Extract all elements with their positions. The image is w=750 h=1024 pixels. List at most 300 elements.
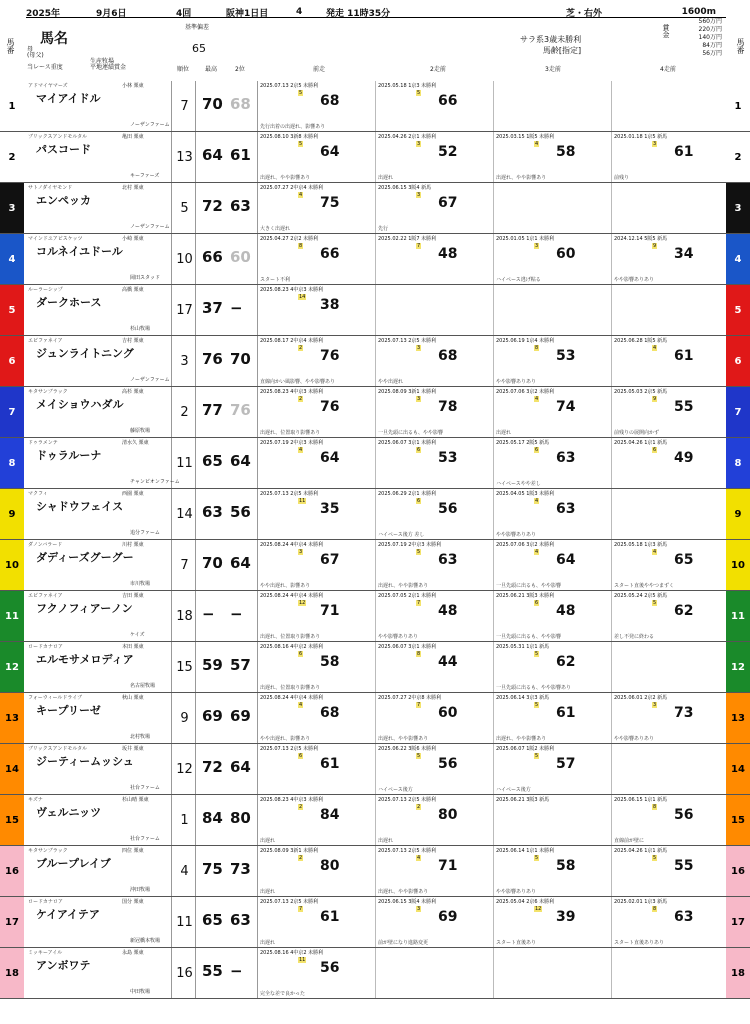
max-figure: − bbox=[202, 605, 215, 623]
past-figure: 58 bbox=[320, 654, 340, 670]
second-figure: 63 bbox=[230, 197, 251, 215]
horse-row bbox=[0, 897, 750, 948]
finish-position: 5 bbox=[535, 651, 539, 657]
past-figure: 55 bbox=[674, 399, 694, 415]
past-race-3 bbox=[494, 795, 612, 845]
past-figure: 62 bbox=[556, 654, 576, 670]
past-race-3 bbox=[494, 948, 612, 998]
horse-name[interactable]: ダークホース bbox=[36, 296, 102, 309]
second-head: 2位 bbox=[235, 66, 245, 73]
breeder: ノーザンファーム bbox=[130, 377, 170, 383]
second-figure: − bbox=[230, 605, 243, 623]
past-date: 2025.07.13 2京5 未勝利 bbox=[260, 491, 319, 497]
sire: マクフィ bbox=[28, 491, 48, 497]
finish-position: 12 bbox=[299, 600, 306, 606]
horse-name[interactable]: ダディーズグーグー bbox=[36, 551, 134, 564]
horse-row bbox=[0, 693, 750, 744]
past-race-1 bbox=[258, 285, 376, 335]
horse-name[interactable]: エンペッカ bbox=[36, 194, 91, 207]
horse-name[interactable]: ジュンライトニング bbox=[36, 347, 134, 360]
past-date: 2025.06.07 3京1 未勝利 bbox=[378, 440, 437, 446]
finish-position: 11 bbox=[299, 957, 306, 963]
past-race-2 bbox=[376, 897, 494, 947]
horse-info bbox=[26, 132, 172, 182]
speed-cell bbox=[198, 489, 258, 539]
trainer: 高橋 栗東 bbox=[122, 287, 144, 293]
past-date: 2025.07.13 2京5 未勝利 bbox=[260, 899, 319, 905]
second-figure: 64 bbox=[230, 554, 251, 572]
past-date: 2025.07.13 2京5 未勝利 bbox=[378, 797, 437, 803]
past-note: 出遅れ、やや影響あり bbox=[496, 736, 547, 742]
speed-cell bbox=[198, 693, 258, 743]
speed-cell bbox=[198, 897, 258, 947]
horse-row bbox=[0, 234, 750, 285]
past-note: スタート直後ありあり bbox=[614, 940, 665, 946]
finish-position: 8 bbox=[299, 243, 303, 249]
past-race-1 bbox=[258, 336, 376, 386]
finish-position: 5 bbox=[299, 90, 303, 96]
past-race-2 bbox=[376, 693, 494, 743]
gate-number-right: 9 bbox=[726, 489, 750, 539]
breeder: ケイズ bbox=[130, 632, 145, 638]
horse-name[interactable]: エルモサメロディア bbox=[36, 653, 134, 666]
past-date: 2025.08.09 3新1 未勝利 bbox=[378, 389, 437, 395]
gate-number-left: 15 bbox=[0, 795, 24, 845]
speed-cell bbox=[198, 387, 258, 437]
horse-name[interactable]: ヴェルニッツ bbox=[36, 806, 102, 819]
sire: ブリックスアンドモルタル bbox=[28, 134, 88, 140]
max-figure: 77 bbox=[202, 401, 223, 419]
past-race-3 bbox=[494, 897, 612, 947]
race-cond: サラ系3歳未勝利 bbox=[520, 35, 582, 44]
past-figure: 61 bbox=[556, 705, 576, 721]
gate-number-right: 15 bbox=[726, 795, 750, 845]
gate-number-right: 1 bbox=[726, 81, 750, 131]
past-figure: 63 bbox=[556, 501, 576, 517]
past-race-2 bbox=[376, 285, 494, 335]
past-race-4 bbox=[612, 897, 730, 947]
race-header bbox=[26, 7, 726, 18]
past-date: 2025.03.15 1阪5 未勝利 bbox=[496, 134, 555, 140]
course: 芝・右外 bbox=[566, 8, 603, 19]
past-note: 出遅れ bbox=[378, 838, 394, 844]
breeder: 名古屋牧場 bbox=[130, 683, 156, 689]
sire: キタサンブラック bbox=[28, 848, 68, 854]
rank-order: 3 bbox=[174, 336, 196, 386]
past-figure: 63 bbox=[674, 909, 694, 925]
past-note: 出遅れ bbox=[260, 889, 276, 895]
past-figure: 60 bbox=[556, 246, 576, 262]
second-figure: 57 bbox=[230, 656, 251, 674]
horse-name[interactable]: パスコード bbox=[36, 143, 91, 156]
horse-info bbox=[26, 591, 172, 641]
breeder: 北村牧場 bbox=[130, 734, 151, 740]
finish-position: 3 bbox=[417, 906, 421, 912]
trainer: 秋山 栗東 bbox=[122, 695, 144, 701]
finish-position: 4 bbox=[417, 855, 421, 861]
past-race-3 bbox=[494, 642, 612, 692]
past-figure: 56 bbox=[674, 807, 694, 823]
finish-position: 6 bbox=[299, 753, 303, 759]
past-note: 前残りの展開向かず bbox=[614, 430, 660, 436]
horse-info bbox=[26, 540, 172, 590]
horse-info bbox=[26, 693, 172, 743]
past-note: やや影響ありあり bbox=[496, 889, 537, 895]
horse-name[interactable]: ジーティームッシュ bbox=[36, 755, 134, 768]
finish-position: 3 bbox=[417, 141, 421, 147]
past-date: 2025.08.17 2中京4 未勝利 bbox=[260, 338, 324, 344]
horse-row bbox=[0, 132, 750, 183]
horse-row bbox=[0, 285, 750, 336]
past-figure: 71 bbox=[438, 858, 458, 874]
horse-info bbox=[26, 234, 172, 284]
horse-name[interactable]: メイショウハダル bbox=[36, 398, 124, 411]
sire: エピファネイア bbox=[28, 593, 63, 599]
past-race-2 bbox=[376, 81, 494, 131]
past-note: やや影響ありあり bbox=[378, 634, 419, 640]
trainer: 吉村 栗東 bbox=[122, 338, 144, 344]
finish-position: 9 bbox=[653, 243, 657, 249]
trainer: 小林 栗東 bbox=[122, 83, 144, 89]
speed-cell bbox=[198, 846, 258, 896]
horse-info bbox=[26, 183, 172, 233]
name-heading: 馬名 bbox=[40, 31, 68, 47]
second-figure: 60 bbox=[230, 248, 251, 266]
finish-position: 7 bbox=[417, 702, 421, 708]
horse-name[interactable]: アンボワテ bbox=[36, 959, 91, 972]
max-figure: 76 bbox=[202, 350, 223, 368]
past-date: 2025.05.18 1京3 未勝利 bbox=[378, 83, 437, 89]
past-race-3 bbox=[494, 183, 612, 233]
past-race-3 bbox=[494, 846, 612, 896]
finish-position: 6 bbox=[535, 600, 539, 606]
past-figure: 80 bbox=[438, 807, 458, 823]
left-number-label: 馬番 bbox=[6, 38, 15, 54]
horse-name[interactable]: ドゥラルーナ bbox=[36, 449, 102, 462]
past-date: 2025.08.09 3新1 未勝利 bbox=[260, 848, 319, 854]
trainer: 坂井 栗東 bbox=[122, 746, 144, 752]
prize-1: 560万円 bbox=[698, 18, 722, 25]
sire: ブリックスアンドモルタル bbox=[28, 746, 88, 752]
past-date: 2025.06.15 3阪4 未勝利 bbox=[378, 899, 437, 905]
sire: ロードカナロア bbox=[28, 899, 63, 905]
past-figure: 57 bbox=[556, 756, 576, 772]
sire: ダノンバラード bbox=[28, 542, 63, 548]
past-note: 一旦先頭に出るも、やや影響あり bbox=[496, 685, 572, 691]
speed-cell bbox=[198, 81, 258, 131]
past-date: 2025.06.29 2京1 未勝利 bbox=[378, 491, 437, 497]
gate-number-right: 4 bbox=[726, 234, 750, 284]
finish-position: 5 bbox=[417, 549, 421, 555]
rank-order: 11 bbox=[174, 897, 196, 947]
past-date: 2025.08.24 4中京4 未勝利 bbox=[260, 593, 324, 599]
past-race-2 bbox=[376, 234, 494, 284]
past-race-3 bbox=[494, 540, 612, 590]
past-date: 2025.05.31 1京1 新馬 bbox=[496, 644, 550, 650]
past-race-4 bbox=[612, 540, 730, 590]
horse-name[interactable]: ブループレイブ bbox=[36, 857, 111, 870]
past-figure: 48 bbox=[438, 246, 458, 262]
past-race-3 bbox=[494, 693, 612, 743]
past-figure: 56 bbox=[438, 756, 458, 772]
past-race-4 bbox=[612, 387, 730, 437]
max-figure: 69 bbox=[202, 707, 223, 725]
past-date: 2025.06.19 1京4 未勝利 bbox=[496, 338, 555, 344]
past-figure: 61 bbox=[320, 756, 340, 772]
gate-number-left: 4 bbox=[0, 234, 24, 284]
past-race-4 bbox=[612, 744, 730, 794]
rank-order: 14 bbox=[174, 489, 196, 539]
past-race-1 bbox=[258, 81, 376, 131]
horse-row bbox=[0, 744, 750, 795]
past-date: 2025.07.13 2京5 未勝利 bbox=[260, 746, 319, 752]
speed-cell bbox=[198, 948, 258, 998]
past-figure: 60 bbox=[438, 705, 458, 721]
past-figure: 39 bbox=[556, 909, 576, 925]
sire: ドゥラメンテ bbox=[28, 440, 58, 446]
past-note: 出遅れ bbox=[378, 175, 394, 181]
past-race-4 bbox=[612, 642, 730, 692]
past-note: 出遅れ bbox=[496, 430, 512, 436]
sire: フォーウィールドライブ bbox=[28, 695, 83, 701]
past-figure: 75 bbox=[320, 195, 340, 211]
finish-position: 2 bbox=[299, 855, 303, 861]
max-figure: 63 bbox=[202, 503, 223, 521]
past-race-3 bbox=[494, 285, 612, 335]
past-figure: 64 bbox=[320, 144, 340, 160]
past-date: 2025.07.06 3京2 未勝利 bbox=[496, 542, 555, 548]
horse-info bbox=[26, 948, 172, 998]
rank-order: 7 bbox=[174, 81, 196, 131]
past-date: 2025.01.18 1京5 新馬 bbox=[614, 134, 668, 140]
past-date: 2025.04.27 2京2 未勝利 bbox=[260, 236, 319, 242]
past-date: 2025.04.26 2京1 未勝利 bbox=[378, 134, 437, 140]
finish-position: 11 bbox=[299, 498, 306, 504]
past-race-1 bbox=[258, 744, 376, 794]
speed-cell bbox=[198, 183, 258, 233]
horse-row bbox=[0, 183, 750, 234]
trainer: 西園 栗東 bbox=[122, 491, 144, 497]
past-race-4 bbox=[612, 183, 730, 233]
past-race-3 bbox=[494, 591, 612, 641]
finish-position: 3 bbox=[653, 141, 657, 147]
past-figure: 49 bbox=[674, 450, 694, 466]
max-figure: 37 bbox=[202, 299, 223, 317]
gate-number-left: 14 bbox=[0, 744, 24, 794]
gate-number-right: 3 bbox=[726, 183, 750, 233]
past-note: 大きく出遅れ bbox=[260, 226, 291, 232]
trainer: 吉田 栗東 bbox=[122, 593, 144, 599]
breeder: 社台ファーム bbox=[130, 836, 160, 842]
gate-number-left: 5 bbox=[0, 285, 24, 335]
max-figure: 72 bbox=[202, 197, 223, 215]
past-figure: 66 bbox=[320, 246, 340, 262]
second-figure: 70 bbox=[230, 350, 251, 368]
gate-number-right: 11 bbox=[726, 591, 750, 641]
trainer: 亀田 栗東 bbox=[122, 134, 144, 140]
prev-head: 前走 bbox=[313, 66, 326, 73]
horse-info bbox=[26, 642, 172, 692]
past-figure: 35 bbox=[320, 501, 340, 517]
past-figure: 63 bbox=[438, 552, 458, 568]
horse-row bbox=[0, 948, 750, 999]
horse-row bbox=[0, 438, 750, 489]
past-note: やや影響ありあり bbox=[496, 532, 537, 538]
horse-info bbox=[26, 744, 172, 794]
past-date: 2025.07.05 2京1 未勝利 bbox=[378, 593, 437, 599]
post-time: 発走 11時35分 bbox=[326, 8, 391, 19]
past-race-2 bbox=[376, 183, 494, 233]
past-figure: 58 bbox=[556, 858, 576, 874]
gate-number-left: 2 bbox=[0, 132, 24, 182]
second-figure: 56 bbox=[230, 503, 251, 521]
sub-weight: 当レース重度 bbox=[27, 64, 63, 71]
rank-order: 18 bbox=[174, 591, 196, 641]
finish-position: 8 bbox=[653, 804, 657, 810]
past-date: 2025.04.26 1京1 新馬 bbox=[614, 848, 668, 854]
right-number-label: 馬番 bbox=[736, 38, 745, 54]
past-figure: 61 bbox=[320, 909, 340, 925]
past-note: ハイペース後方 bbox=[496, 787, 531, 793]
breeder: キーファーズ bbox=[130, 173, 160, 179]
past-race-1 bbox=[258, 897, 376, 947]
breeder: 岡田スタッド bbox=[130, 275, 161, 281]
rank-order: 1 bbox=[174, 795, 196, 845]
finish-position: 5 bbox=[299, 141, 303, 147]
past-race-2 bbox=[376, 489, 494, 539]
date: 9月6日 bbox=[96, 8, 127, 19]
past-race-1 bbox=[258, 540, 376, 590]
past-race-2 bbox=[376, 438, 494, 488]
gate-number-left: 17 bbox=[0, 897, 24, 947]
past-date: 2025.05.03 2京5 新馬 bbox=[614, 389, 668, 395]
past-figure: 48 bbox=[438, 603, 458, 619]
past-figure: 68 bbox=[320, 93, 340, 109]
finish-position: 7 bbox=[417, 600, 421, 606]
trainer: 川村 栗東 bbox=[122, 542, 144, 548]
past-note: 出遅れ、位置取り影響あり bbox=[260, 634, 321, 640]
gate-number-right: 13 bbox=[726, 693, 750, 743]
horse-name[interactable]: ケイアイテア bbox=[36, 908, 100, 921]
horse-name[interactable]: キープリーゼ bbox=[36, 704, 101, 717]
breeder: 社台ファーム bbox=[130, 785, 160, 791]
past-date: 2025.02.01 1京3 新馬 bbox=[614, 899, 668, 905]
sire: マインドユアビスケッツ bbox=[28, 236, 83, 242]
past-race-2 bbox=[376, 642, 494, 692]
sub-breeder: 生産牧場 bbox=[90, 58, 115, 65]
horse-name[interactable]: シャドウフェイス bbox=[36, 500, 124, 513]
past-figure: 73 bbox=[674, 705, 694, 721]
gate-number-right: 12 bbox=[726, 642, 750, 692]
second-figure: 69 bbox=[230, 707, 251, 725]
prize-4: 84万円 bbox=[702, 42, 722, 49]
horse-info bbox=[26, 387, 172, 437]
horse-name[interactable]: マイアイドル bbox=[36, 92, 101, 105]
rank-order: 16 bbox=[174, 948, 196, 998]
past-note: スタート直後あり bbox=[496, 940, 537, 946]
second-figure: 63 bbox=[230, 911, 251, 929]
past-figure: 55 bbox=[674, 858, 694, 874]
prize-2: 220万円 bbox=[698, 26, 722, 33]
sub-earnings: 平地連績賞金 bbox=[90, 64, 127, 71]
trainer: 北村 栗東 bbox=[122, 185, 144, 191]
trainer: 四位 栗東 bbox=[122, 848, 144, 854]
gate-number-left: 1 bbox=[0, 81, 24, 131]
finish-position: 3 bbox=[417, 192, 421, 198]
speed-cell bbox=[198, 795, 258, 845]
past-race-4 bbox=[612, 132, 730, 182]
past-note: 先行出着の出遅れ、影響あり bbox=[260, 124, 326, 130]
breeder: 市川牧場 bbox=[130, 581, 151, 587]
horse-info bbox=[26, 897, 172, 947]
finish-position: 6 bbox=[417, 447, 421, 453]
horse-name[interactable]: フクノフィアーノン bbox=[36, 602, 133, 615]
past-race-1 bbox=[258, 846, 376, 896]
past-note: 直線向かい風影響、やや影響あり bbox=[260, 379, 336, 385]
past-race-4 bbox=[612, 795, 730, 845]
horse-name[interactable]: コルネイユドール bbox=[36, 245, 123, 258]
gate-number-right: 5 bbox=[726, 285, 750, 335]
second-figure: 64 bbox=[230, 758, 251, 776]
past-date: 2025.04.26 1京1 新馬 bbox=[614, 440, 668, 446]
rank-order: 7 bbox=[174, 540, 196, 590]
past-date: 2025.05.24 2京5 新馬 bbox=[614, 593, 668, 599]
past-date: 2025.08.16 4中京2 未勝利 bbox=[260, 950, 324, 956]
finish-position: 5 bbox=[417, 90, 421, 96]
past-race-4 bbox=[612, 81, 730, 131]
gate-number-left: 16 bbox=[0, 846, 24, 896]
past-race-1 bbox=[258, 591, 376, 641]
finish-position: 3 bbox=[299, 549, 303, 555]
second-figure: 64 bbox=[230, 452, 251, 470]
sire: キズナ bbox=[28, 797, 43, 803]
gate-number-right: 17 bbox=[726, 897, 750, 947]
sire: キタサンブラック bbox=[28, 389, 68, 395]
past-note: 一旦先頭に出るも、やや影響 bbox=[496, 583, 562, 589]
past-figure: 63 bbox=[556, 450, 576, 466]
past-race-3 bbox=[494, 387, 612, 437]
past-date: 2025.06.14 1京1 未勝利 bbox=[496, 848, 555, 854]
past-date: 2025.08.24 4中京4 未勝利 bbox=[260, 542, 324, 548]
speed-cell bbox=[198, 285, 258, 335]
past-date: 2025.07.06 3京2 未勝利 bbox=[496, 389, 555, 395]
past-figure: 53 bbox=[438, 450, 458, 466]
past-date: 2024.12.14 5阪5 新馬 bbox=[614, 236, 668, 242]
horse-row bbox=[0, 591, 750, 642]
past-figure: 58 bbox=[556, 144, 576, 160]
prize-list bbox=[672, 18, 722, 58]
trainer: 杉山晴 栗東 bbox=[122, 797, 149, 803]
finish-position: 7 bbox=[299, 906, 303, 912]
past-date: 2025.08.23 4中京3 未勝利 bbox=[260, 389, 324, 395]
past-figure: 78 bbox=[438, 399, 458, 415]
rank-order: 11 bbox=[174, 438, 196, 488]
race-condition bbox=[520, 34, 581, 56]
past-figure: 66 bbox=[438, 93, 458, 109]
past-figure: 56 bbox=[438, 501, 458, 517]
past-race-1 bbox=[258, 438, 376, 488]
speed-cell bbox=[198, 591, 258, 641]
horse-table bbox=[0, 81, 750, 999]
distance: 1600m bbox=[681, 7, 716, 17]
gate-number-left: 18 bbox=[0, 948, 24, 998]
rank-order: 9 bbox=[174, 693, 196, 743]
past-note: やや出遅れ、影響あり bbox=[260, 583, 311, 589]
past-figure: 76 bbox=[320, 399, 340, 415]
horse-row bbox=[0, 489, 750, 540]
past-race-4 bbox=[612, 693, 730, 743]
past-race-4 bbox=[612, 336, 730, 386]
